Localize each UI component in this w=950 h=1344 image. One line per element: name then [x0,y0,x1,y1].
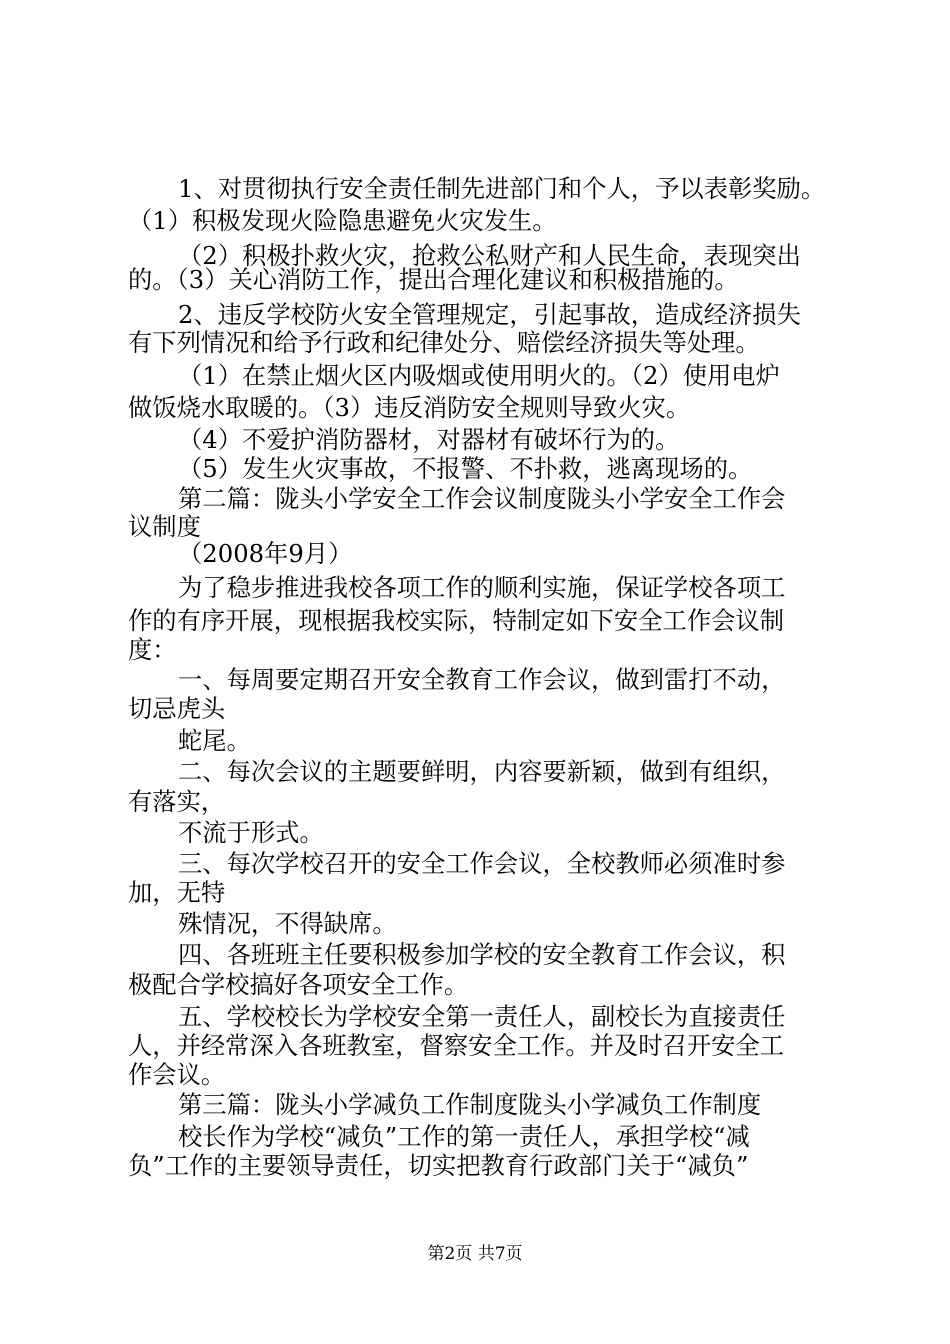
text-line: 一、每周要定期召开安全教育工作会议，做到雷打不动， [178,665,786,694]
text-line: 做饭烧水取暖的。（3）违反消防安全规则导致火灾。 [128,393,691,422]
text-line: 二、每次会议的主题要鲜明，内容要新颖，做到有组织， [178,757,786,786]
text-line: 极配合学校搞好各项安全工作。 [128,970,469,999]
text-line: 三、每次学校召开的安全工作会议，全校教师必须准时参 [178,849,786,878]
text-line: 第三篇：陇头小学减负工作制度陇头小学减负工作制度 [178,1090,762,1119]
text-line: 2、违反学校防火安全管理规定，引起事故，造成经济损失 [178,300,801,329]
text-line: （1）积极发现火险隐患避免火灾发生。 [128,206,557,235]
text-line: 加，无特 [128,878,226,907]
text-line: 作会议。 [128,1060,226,1089]
text-line: 有落实， [128,787,226,816]
text-line: （1）在禁止烟火区内吸烟或使用明火的。（2）使用电炉 [178,361,780,390]
text-line: 人，并经常深入各班教室，督察安全工作。并及时召开安全工 [128,1031,785,1060]
text-line: 议制度 [128,512,201,541]
text-line: 负”工作的主要领导责任，切实把教育行政部门关于“减负” [128,1151,749,1180]
text-line: 度： [128,635,177,664]
text-line: 蛇尾。 [178,726,251,755]
text-line: 四、各班班主任要积极参加学校的安全教育工作会议，积 [178,940,786,969]
text-line: 作的有序开展，现根据我校实际，特制定如下安全工作会议制 [128,606,785,635]
text-line: 第二篇：陇头小学安全工作会议制度陇头小学安全工作会 [178,484,786,513]
text-line: 的。（3）关心消防工作，提出合理化建议和积极措施的。 [128,265,739,294]
text-line: 五、学校校长为学校安全第一责任人，副校长为直接责任 [178,1002,786,1031]
text-line: 校长作为学校“减负”工作的第一责任人，承担学校“减 [178,1122,750,1151]
text-line: 为了稳步推进我校各项工作的顺利实施，保证学校各项工 [178,573,786,602]
page-number-footer: 第2页 共7页 [427,1244,523,1264]
text-line: 有下列情况和给予行政和纪律处分、赔偿经济损失等处理。 [128,328,760,357]
text-line: 1、对贯彻执行安全责任制先进部门和个人，予以表彰奖励。 [178,174,826,203]
text-line: 切忌虎头 [128,694,226,723]
text-line: （2）积极扑救火灾，抢救公私财产和人民生命，表现突出 [178,241,801,270]
text-line: （5）发生火灾事故，不报警、不扑救，逃离现场的。 [178,454,753,483]
text-line: （4）不爱护消防器材，对器材有破坏行为的。 [178,425,680,454]
text-line: 不流于形式。 [178,818,324,847]
text-line: （2008年9月） [178,539,353,568]
text-line: 殊情况，不得缺席。 [178,909,397,938]
